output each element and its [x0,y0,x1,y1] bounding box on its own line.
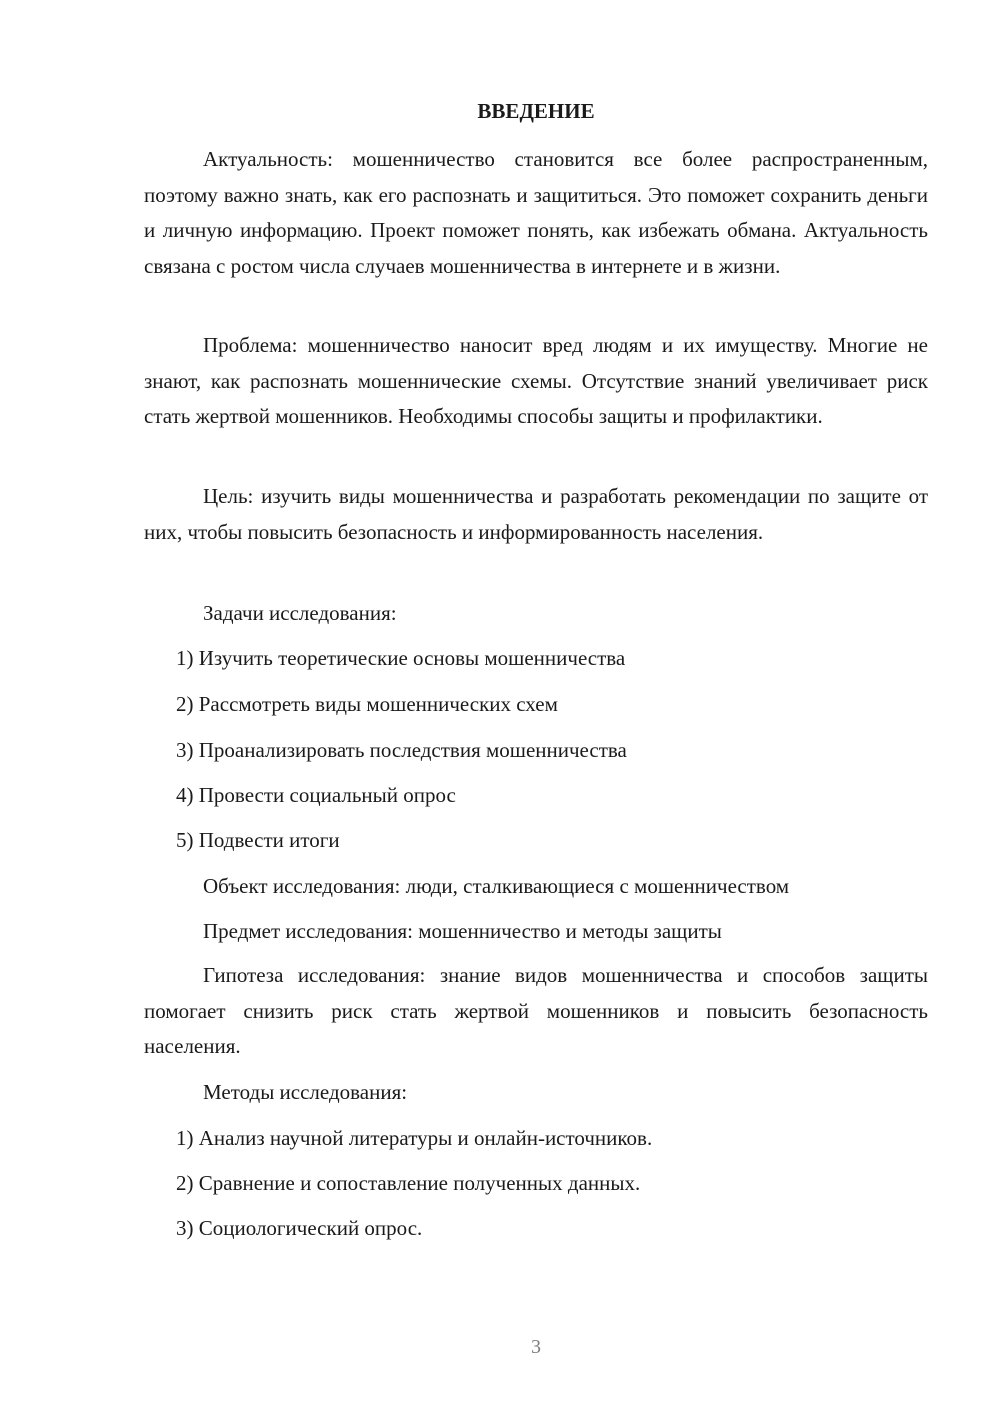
task-item-3: 3) Проанализировать последствия мошенничества [176,738,627,762]
research-subject: Предмет исследования: мошенничество и методы защиты [203,919,722,943]
task-item-2: 2) Рассмотреть виды мошеннических схем [176,692,558,716]
task-item-5: 5) Подвести итоги [176,828,340,852]
methods-heading: Методы исследования: [203,1080,408,1104]
method-item-2: 2) Сравнение и сопоставление полученных данных. [176,1171,641,1195]
method-item-3: 3) Социологический опрос. [176,1216,423,1240]
paragraph-relevance: Актуальность: мошенничество становится все более распространенным, поэтому важно знать, как его распознать и защититься. Это поможет сохранить деньги и личную информацию. Проект поможет понять, как избежать обмана. Актуальность связана с ростом числа случаев мошенничества в интернете и в жизни. [144,147,928,278]
page-number: 3 [531,1336,541,1358]
paragraph-goal: Цель: изучить виды мошенничества и разработать рекомендации по защите от них, чтобы повысить безопасность и информированность населения. [144,484,928,544]
research-object: Объект исследования: люди, сталкивающиеся с мошенничеством [203,874,790,898]
task-item-4: 4) Провести социальный опрос [176,783,456,807]
paragraph-hypothesis: Гипотеза исследования: знание видов мошенничества и способов защиты помогает снизить риск стать жертвой мошенников и повысить безопасность населения. [144,963,928,1058]
section-title: ВВЕДЕНИЕ [477,99,595,123]
tasks-heading: Задачи исследования: [203,601,397,625]
paragraph-problem: Проблема: мошенничество наносит вред людям и их имуществу. Многие не знают, как распознать мошеннические схемы. Отсутствие знаний увеличивает риск стать жертвой мошенников. Необходимы способы защиты и профилактики. [144,333,928,428]
task-item-1: 1) Изучить теоретические основы мошенничества [176,646,626,670]
method-item-1: 1) Анализ научной литературы и онлайн-источников. [176,1126,653,1150]
